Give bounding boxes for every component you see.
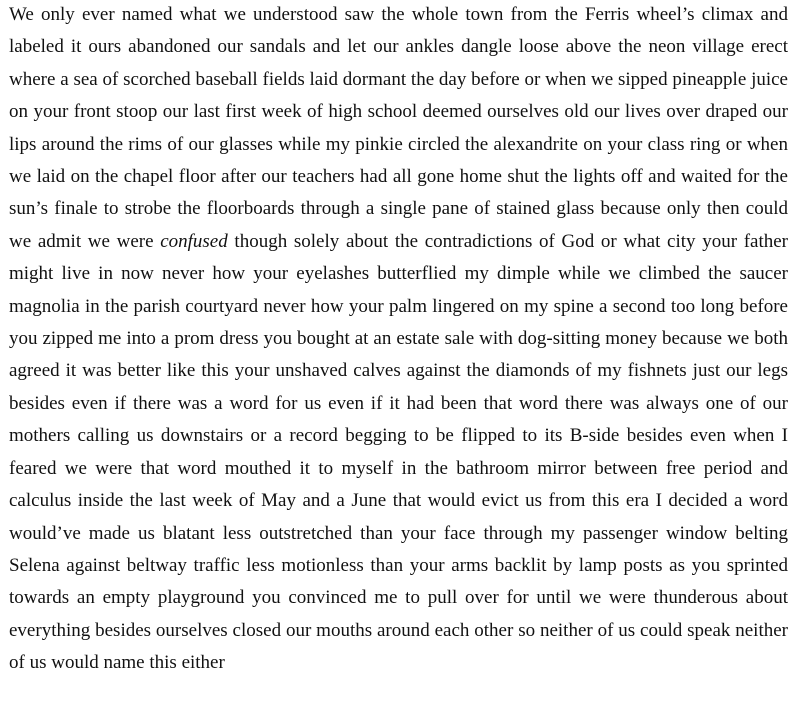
poem-text-part-2: though solely about the contradictions of God or what city your father might live in now never how your eyelashes butterflied my dimple while we climbed the saucer magnolia in the parish courtyard never how your palm lingered on my spine a second too long before you zipped me into a prom dress you bought at an estate sale with dog-sitting money because we both agreed it was better like this your unshaved calves against the diamonds of my fishnets just our legs besides even if there was a word for us even if it had been that word there was always one of our mothers calling us downstairs or a record begging to be flipped to its B-side besides even when I feared we were that word mouthed it to myself in the bathroom mirror between free period and calculus inside the last week of May and a June that would evict us from this era I decided a word would’ve made us blatant less outstretched than your face through my passenger window belting Selena against beltway traffic less motionless than your arms backlit by lamp posts as you sprinted towards an empty playground you convinced me to pull over for until we were thunderous about everything besides ourselves closed our mouths around each other so neither of us could speak neither of us would name this either [9, 230, 788, 674]
poem-paragraph [9, 0, 788, 680]
poem-text-part-1: We only ever named what we understood saw the whole town from the Ferris wheel’s climax and labeled it ours abandoned our sandals and let our ankles dangle loose above the neon village erect where a sea of scorched baseball fields laid dormant the day before or when we sipped pineapple juice on your front stoop our last first week of high school deemed ourselves old our lives over draped our lips around the rims of our glasses while my pinkie circled the alexandrite on your class ring or when we laid on the chapel floor after our teachers had all gone home shut the lights off and waited for the sun’s finale to strobe the floorboards through a single pane of stained glass because only then could we admit we were [9, 4, 788, 252]
poem-emphasis-confused: confused [160, 230, 228, 252]
